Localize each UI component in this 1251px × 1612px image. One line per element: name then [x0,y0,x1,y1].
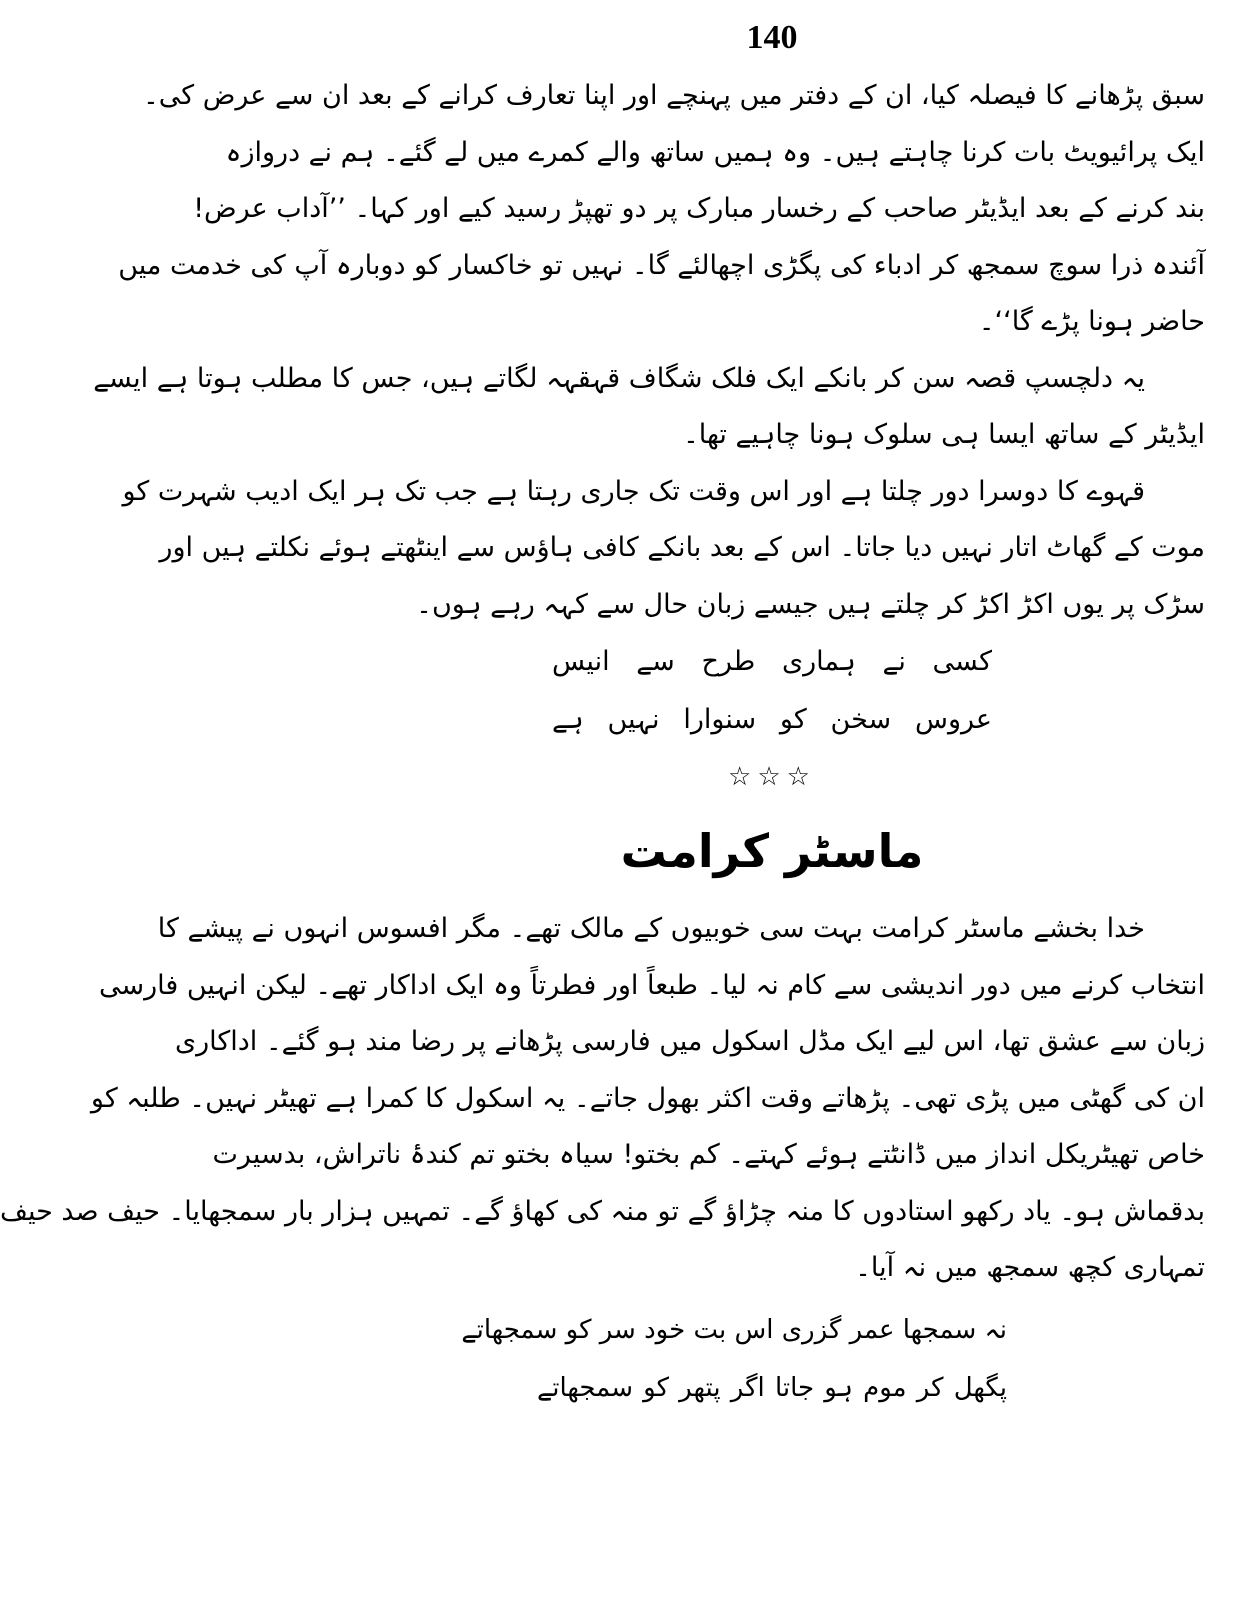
text-line: بدقماش ہو۔ یاد رکھو استادوں کا منہ چڑاؤ گے تو منہ کی کھاؤ گے۔ تمہیں ہزار بار سمجھایا۔ حیف صد حیف [0,1195,1205,1227]
text-line: ایڈیٹر کے ساتھ ایسا ہی سلوک ہونا چاہیے تھا۔ [682,419,1205,450]
chapter-title: ماسٹر کرامت [620,824,924,878]
paragraph-1 [118,68,1205,351]
text-line: تمہاری کچھ سمجھ میں نہ آیا۔ [855,1252,1205,1283]
text-line: خاص تھیٹریکل انداز میں ڈانٹتے ہوئے کہتے۔ کم بختو! سیاہ بختو تم کندۂ ناتراش، بدسیرت [212,1139,1205,1170]
page-number: 140 [746,19,798,56]
text-line: ان کی گھٹی میں پڑی تھی۔ پڑھاتے وقت اکثر بھول جاتے۔ یہ اسکول کا کمرا ہے تھیٹر نہیں۔ طلبہ کو [90,1082,1205,1114]
text-line: ایک پرائیویٹ بات کرنا چاہتے ہیں۔ وہ ہمیں ساتھ والے کمرے میں لے گئے۔ ہم نے دروازہ [225,136,1205,168]
section-separator: ☆☆☆ [728,762,816,792]
couplet-1 [552,633,992,749]
text-line: بند کرنے کے بعد ایڈیٹر صاحب کے رخسار مبارک پر دو تھپڑ رسید کیے اور کہا۔ ’’آداب عرض! [193,193,1205,224]
paragraph-3 [122,464,1205,634]
couplet-2 [461,1297,1007,1417]
text-line: آئندہ ذرا سوچ سمجھ کر ادباء کی پگڑی اچھالئے گا۔ نہیں تو خاکسار کو دوبارہ آپ کی خدمت میں [118,249,1205,281]
paragraph-2 [93,351,1205,464]
couplet-line: پگھل کر موم ہو جاتا اگر پتھر کو سمجھاتے [537,1372,1007,1403]
couplet-line: کسی نے ہماری طرح سے انیس [552,646,992,677]
text-line: یہ دلچسپ قصہ سن کر بانکے ایک فلک شگاف قہقہہ لگاتے ہیں، جس کا مطلب ہوتا ہے ایسے [93,362,1145,394]
text-line: انتخاب کرنے میں دور اندیشی سے کام نہ لیا۔ طبعاً اور فطرتاً وہ ایک اداکار تھے۔ لیکن انہیں فارسی [99,969,1205,1001]
couplet-line: نہ سمجھا عمر گزری اس بت خود سر کو سمجھاتے [461,1314,1007,1345]
text-line: سڑک پر یوں اکڑ اکڑ کر چلتے ہیں جیسے زبان حال سے کہہ رہے ہوں۔ [416,588,1205,620]
text-line: خدا بخشے ماسٹر کرامت بہت سی خوبیوں کے مالک تھے۔ مگر افسوس انہوں نے پیشے کا [157,913,1145,944]
text-line: قہوے کا دوسرا دور چلتا ہے اور اس وقت تک جاری رہتا ہے جب تک ہر ایک ادیب شہرت کو [122,475,1145,507]
text-line: موت کے گھاٹ اتار نہیں دیا جاتا۔ اس کے بعد بانکے کافی ہاؤس سے اینٹھتے ہوئے نکلتے ہیں اور [159,532,1205,563]
paragraph-4 [0,901,1205,1297]
text-line: حاضر ہونا پڑے گا‘‘۔ [978,306,1205,337]
text-line: زبان سے عشق تھا، اس لیے ایک مڈل اسکول میں فارسی پڑھانے پر رضا مند ہو گئے۔ اداکاری [174,1026,1205,1057]
text-line: سبق پڑھانے کا فیصلہ کیا، ان کے دفتر میں پہنچے اور اپنا تعارف کرانے کے بعد ان سے عرض کی۔ [142,80,1205,111]
couplet-line: عروس سخن کو سنوارا نہیں ہے [552,704,992,735]
